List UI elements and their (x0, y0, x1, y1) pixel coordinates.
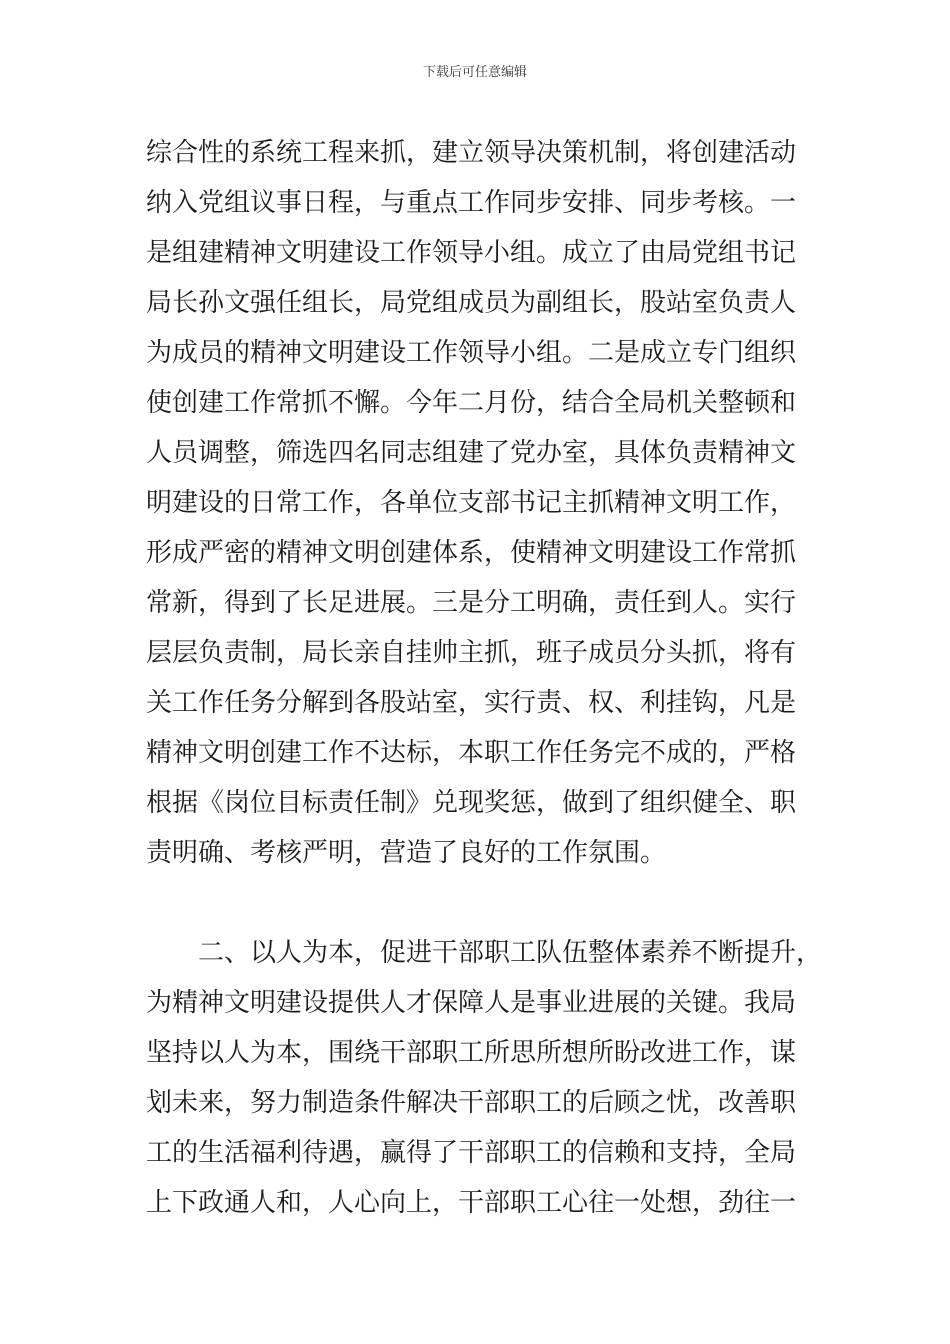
page-header: 下载后可任意编辑 (422, 65, 527, 80)
text-line: 是组建精神文明建设工作领导小组。成立了由局党组书记 (146, 238, 797, 268)
paragraph-1 (146, 128, 816, 878)
text-line: 精神文明创建工作不达标，本职工作任务完不成的，严格 (146, 738, 797, 768)
text-line: 根据《岗位目标责任制》兑现奖惩，做到了组织健全、职 (146, 788, 797, 818)
text-line: 为精神文明建设提供人才保障人是事业进展的关键。我局 (146, 988, 797, 1018)
text-line: 上下政通人和，人心向上，干部职工心往一处想，劲往一 (146, 1188, 797, 1218)
text-line: 综合性的系统工程来抓，建立领导决策机制，将创建活动 (146, 138, 797, 168)
text-line: 纳入党组议事日程，与重点工作同步安排、同步考核。一 (146, 188, 797, 218)
text-line: 为成员的精神文明建设工作领导小组。二是成立专门组织 (146, 338, 797, 368)
text-line: 使创建工作常抓不懈。今年二月份，结合全局机关整顿和 (146, 388, 797, 418)
text-line: 常新，得到了长足进展。三是分工明确，责任到人。实行 (146, 588, 797, 618)
document-body (146, 128, 823, 1228)
text-line: 形成严密的精神文明创建体系，使精神文明建设工作常抓 (146, 538, 797, 568)
paragraph-spacer (146, 878, 816, 928)
text-line: 坚持以人为本，围绕干部职工所思所想所盼改进工作，谋 (146, 1038, 797, 1068)
text-line: 人员调整，筛选四名同志组建了党办室，具体负责精神文 (146, 438, 797, 468)
text-line: 责明确、考核严明，营造了良好的工作氛围。 (146, 838, 667, 868)
text-line: 划未来，努力制造条件解决干部职工的后顾之忧，改善职 (146, 1088, 797, 1118)
text-line: 二、以人为本，促进干部职工队伍整体素养不断提升， (146, 938, 823, 968)
text-line: 局长孙文强任组长，局党组成员为副组长，股站室负责人 (146, 288, 797, 318)
text-line: 明建设的日常工作，各单位支部书记主抓精神文明工作， (146, 488, 797, 518)
text-line: 层层负责制，局长亲自挂帅主抓，班子成员分头抓，将有 (146, 638, 797, 668)
text-line: 工的生活福利待遇，赢得了干部职工的信赖和支持，全局 (146, 1138, 797, 1168)
paragraph-2 (146, 928, 823, 1228)
text-line: 关工作任务分解到各股站室，实行责、权、利挂钩，凡是 (146, 688, 797, 718)
